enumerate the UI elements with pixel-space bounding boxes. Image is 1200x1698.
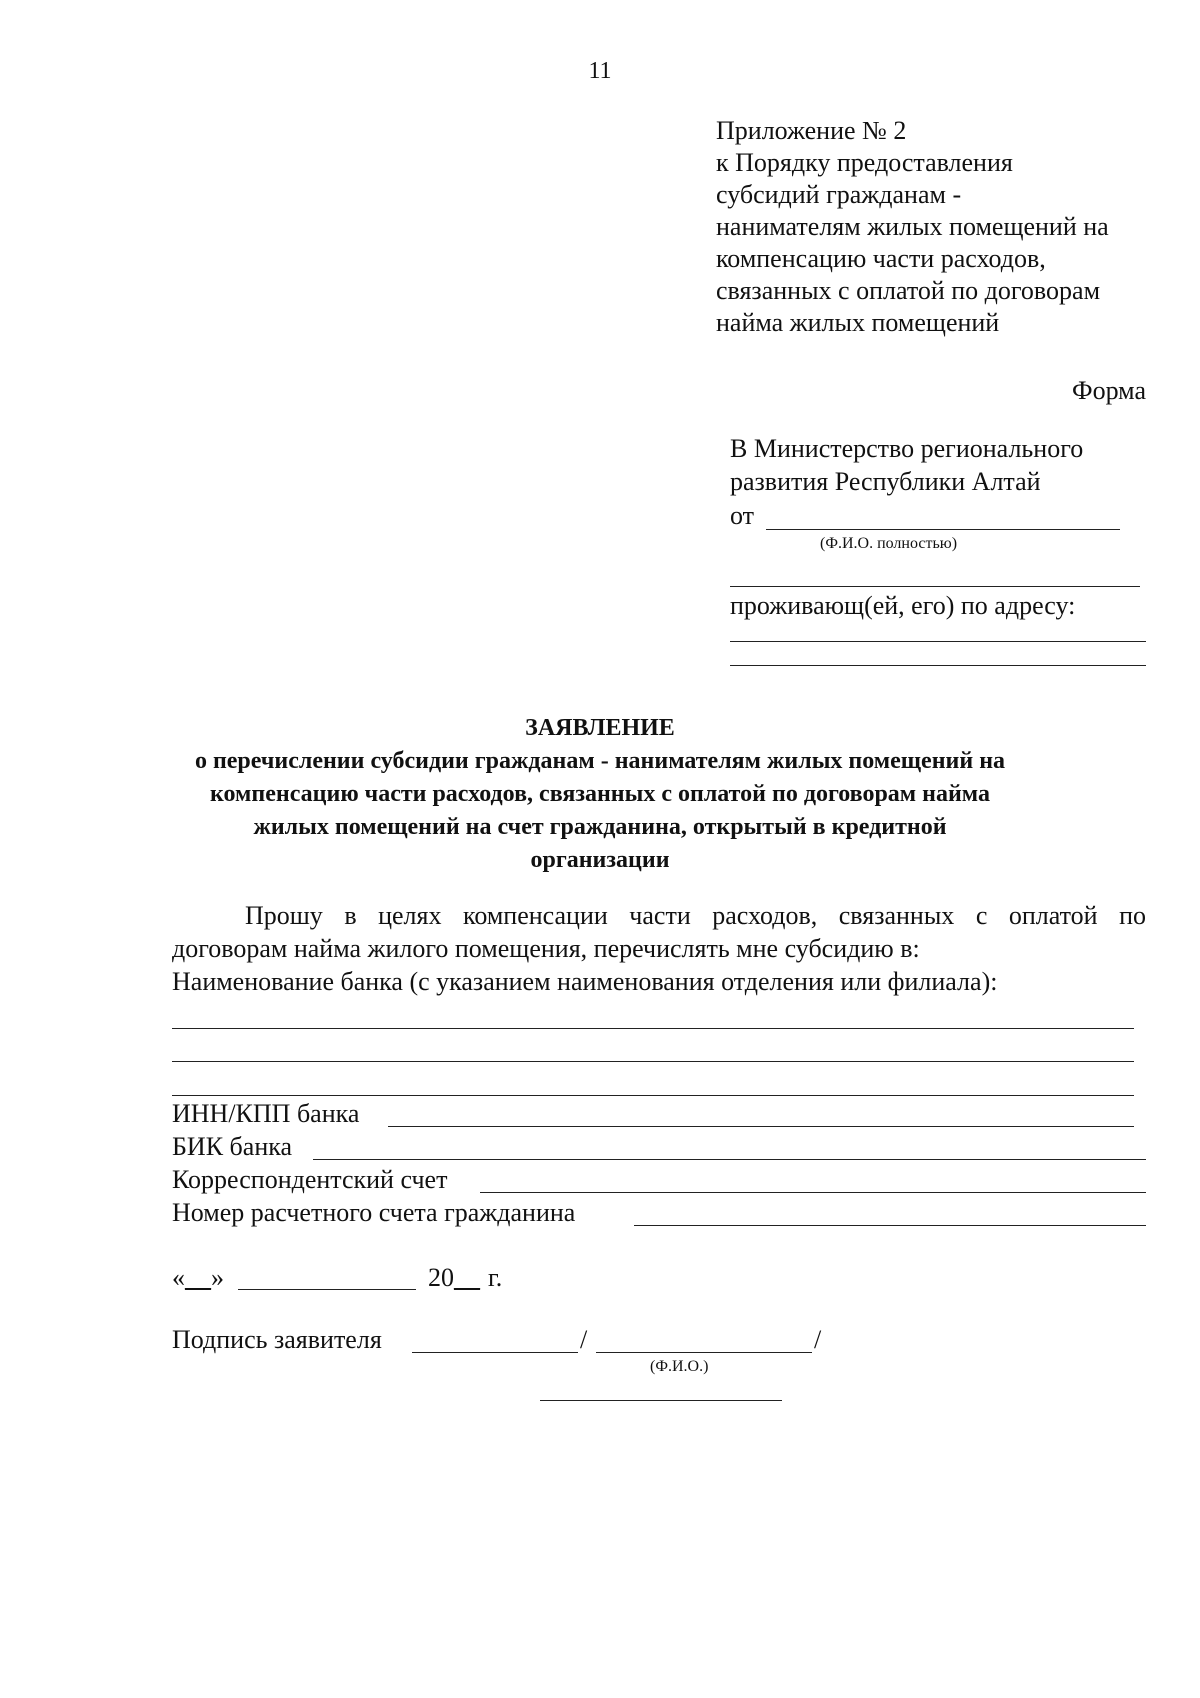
document-title: ЗАЯВЛЕНИЕ <box>525 715 675 741</box>
addressee-line: развития Республики Алтай <box>730 467 1041 496</box>
from-label: от <box>730 501 755 530</box>
bik-label: БИК банка <box>172 1132 293 1161</box>
address-blank[interactable] <box>730 641 1146 642</box>
document-subtitle-line: организации <box>530 847 670 873</box>
closing-divider <box>540 1400 782 1401</box>
appendix-line: нанимателям жилых помещений на <box>716 212 1109 241</box>
address-blank[interactable] <box>730 665 1146 666</box>
address-label: проживающ(ей, его) по адресу: <box>730 591 1076 620</box>
inn-kpp-label: ИНН/КПП банка <box>172 1099 360 1128</box>
appendix-line: Приложение № 2 <box>716 116 907 145</box>
document-subtitle-line: компенсацию части расходов, связанных с оплатой по договорам найма <box>210 781 990 807</box>
account-number-blank[interactable] <box>634 1225 1146 1226</box>
open-quote: « <box>172 1263 185 1292</box>
bank-name-blank[interactable] <box>172 1061 1134 1062</box>
signature-slash: / <box>580 1325 588 1354</box>
form-label: Форма <box>1072 376 1146 405</box>
appendix-line: компенсацию части расходов, <box>716 244 1046 273</box>
document-subtitle-line: жилых помещений на счет гражданина, открытый в кредитной <box>253 814 947 840</box>
fio-hint: (Ф.И.О. полностью) <box>820 535 958 552</box>
body-paragraph-line: договорам найма жилого помещения, перечислять мне субсидию в: <box>172 934 920 963</box>
close-quote: » <box>211 1263 224 1292</box>
signature-slash: / <box>814 1325 822 1354</box>
fio-blank[interactable] <box>766 529 1120 530</box>
appendix-line: к Порядку предоставления <box>716 148 1013 177</box>
bank-name-blank[interactable] <box>172 1095 1134 1096</box>
year-suffix: г. <box>488 1263 503 1292</box>
appendix-line: субсидий гражданам - <box>716 180 962 209</box>
corr-account-label: Корреспондентский счет <box>172 1165 448 1194</box>
fio-continuation-blank[interactable] <box>730 586 1140 587</box>
year-blank[interactable]: __ <box>454 1263 480 1292</box>
addressee-line: В Министерство регионального <box>730 434 1084 463</box>
month-blank[interactable] <box>238 1289 416 1290</box>
bik-blank[interactable] <box>313 1159 1146 1160</box>
signature-label: Подпись заявителя <box>172 1325 382 1354</box>
year-field <box>428 1262 502 1294</box>
appendix-line: найма жилых помещений <box>716 308 1000 337</box>
page-number: 11 <box>588 58 612 84</box>
signature-fio-hint: (Ф.И.О.) <box>650 1358 709 1375</box>
year-prefix: 20 <box>428 1263 454 1292</box>
bank-name-label: Наименование банка (с указанием наименования отделения или филиала): <box>172 967 998 996</box>
signature-blank[interactable] <box>412 1352 578 1353</box>
appendix-block <box>716 115 1109 339</box>
inn-kpp-blank[interactable] <box>388 1126 1134 1127</box>
account-number-label: Номер расчетного счета гражданина <box>172 1198 576 1227</box>
bank-name-blank[interactable] <box>172 1028 1134 1029</box>
body-paragraph-line: Прошу в целях компенсации части расходов, связанных с оплатой по <box>245 901 1146 930</box>
corr-account-blank[interactable] <box>480 1192 1146 1193</box>
appendix-line: связанных с оплатой по договорам <box>716 276 1101 305</box>
date-line <box>172 1262 224 1294</box>
day-blank[interactable]: __ <box>185 1263 211 1292</box>
document-subtitle-line: о перечислении субсидии гражданам - нанимателям жилых помещений на <box>194 748 1006 774</box>
signature-fio-blank[interactable] <box>596 1352 812 1353</box>
